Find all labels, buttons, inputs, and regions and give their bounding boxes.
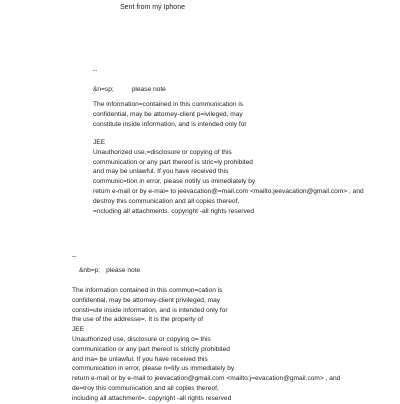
text-line: communication in error, please n=tify us immediately by — [72, 365, 235, 373]
please-note-text-1: please note — [131, 86, 166, 93]
mobile-signature: Sent from my Iphone — [120, 4, 185, 11]
text-line: consti=ute inside information, and is intended only for — [72, 306, 228, 314]
text-line: return e-mail or by e-mail to jeevacation@gmail.com <mailto:j=evacation@gmail.com> , and — [72, 375, 341, 383]
text-line: communic=tion in error, please notify us immediately by — [93, 178, 256, 186]
text-line: The information=contained in this communication is — [93, 101, 244, 108]
text-line: The information contained in this commun=cation is — [72, 287, 223, 294]
nbsp-marker-2: &nb=p; — [79, 267, 101, 274]
text-line: JEE — [93, 139, 106, 146]
text-line: confidential, may be attorney-client p=ivileged, may — [93, 110, 243, 118]
nbsp-marker-1: &n=sp; — [93, 86, 114, 93]
text-line: Unauthorized use, disclosure or copying o= this — [72, 335, 211, 343]
separator-1: -- — [93, 67, 98, 74]
confidentiality-paragraph-3 — [72, 286, 392, 404]
text-line: and ma= be unlawful. If you have received this — [72, 355, 208, 363]
confidentiality-paragraph-2 — [93, 138, 398, 216]
please-note-line-1 — [93, 85, 166, 95]
text-line: destroy this communication and all copies thereof, — [93, 197, 240, 205]
text-line: return e-mail or by e-mai= to jeevacation@=mail.com <mailto:jeevacation@gmail.com> , and — [93, 187, 364, 195]
text-line: de=troy this communication and all copies thereof, — [72, 384, 219, 392]
confidentiality-paragraph-1 — [93, 100, 393, 129]
text-line: constitute inside information, and is intended only for — [93, 120, 247, 128]
text-line: =ncluding all attachments. copyright -all rights reserved — [93, 207, 255, 215]
please-note-line-2 — [79, 266, 140, 276]
text-line: and may be unlawful. If you have received this — [93, 168, 229, 176]
text-line: communication or any part thereof is stric=ly prohibited — [93, 158, 253, 166]
text-line: communication or any part thereof is strictly prohibited — [72, 345, 230, 353]
text-line: JEE — [72, 326, 85, 334]
please-note-text-2: please note — [106, 267, 141, 274]
text-line: confidential, may be attorney-client privileged, may — [72, 296, 221, 304]
separator-2: -- — [72, 253, 77, 260]
text-line: Unauthorized use,=disclosure or copying of this — [93, 148, 232, 156]
text-line: the use of the addresse=. It is the property of — [72, 316, 204, 324]
text-line: including all attachment=. copyright -all rights reserved — [72, 394, 232, 402]
